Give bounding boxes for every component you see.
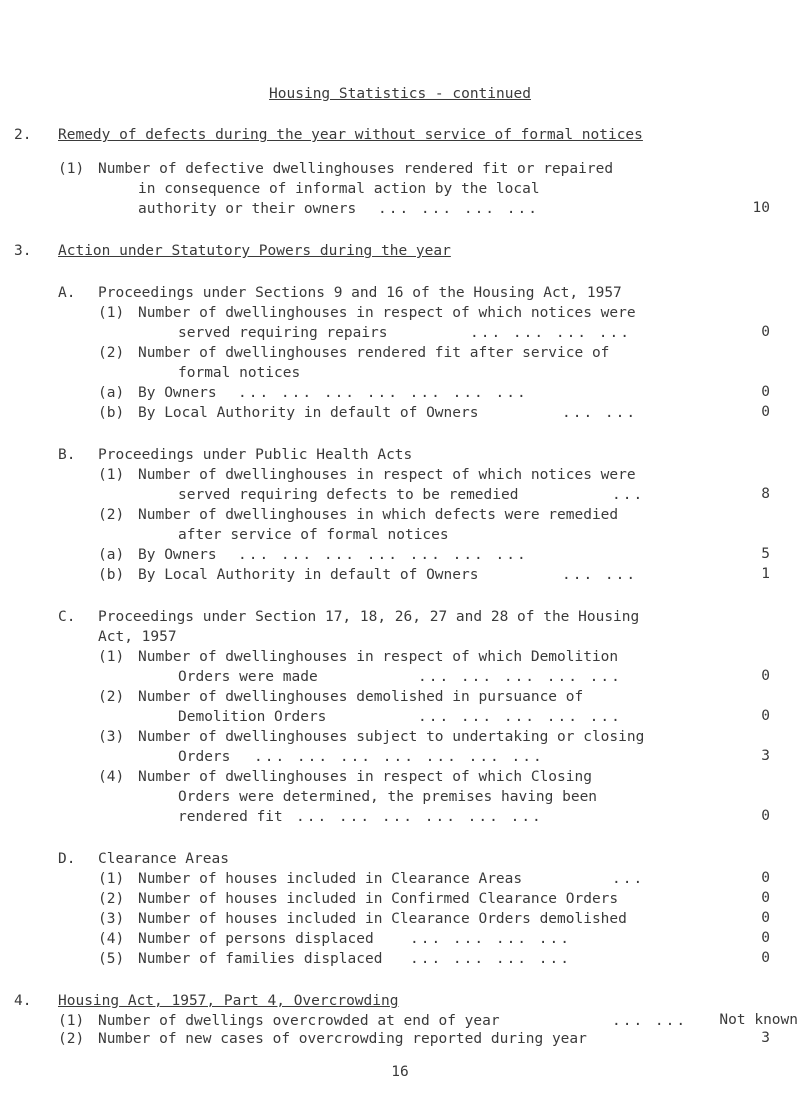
c-item1-value: 0	[761, 668, 770, 684]
a-sub-b-text: By Local Authority in default of Owners	[138, 405, 479, 421]
c-item3-label: (3)	[98, 729, 125, 745]
d-item2-value: 0	[761, 890, 770, 906]
c-item3-text: Number of dwellinghouses subject to undertaking or closing	[138, 729, 645, 745]
c-item2-value: 0	[761, 708, 770, 724]
leader-dots: ... ... ... ...	[410, 951, 571, 967]
b-sub-b-text: By Local Authority in default of Owners	[138, 567, 479, 583]
leader-dots: ...	[612, 487, 645, 503]
section-3-title: Action under Statutory Powers during the year	[58, 243, 451, 259]
d-item4-text: Number of persons displaced	[138, 931, 374, 947]
d-item1-value: 0	[761, 870, 770, 886]
subsection-c-heading: Proceedings under Section 17, 18, 26, 27 and 28 of the Housing	[98, 609, 640, 625]
a-sub-a-label: (a)	[98, 385, 125, 401]
leader-dots: ... ... ... ... ...	[418, 709, 622, 725]
a-item2-label: (2)	[98, 345, 125, 361]
b-sub-a-value: 5	[761, 546, 770, 562]
s4-item1-label: (1)	[58, 1013, 85, 1029]
a-item1-text: Number of dwellinghouses in respect of which notices were	[138, 305, 636, 321]
b-item1-label: (1)	[98, 467, 125, 483]
a-sub-b-label: (b)	[98, 405, 125, 421]
section-4-number: 4.	[14, 993, 32, 1009]
b-item2-label: (2)	[98, 507, 125, 523]
leader-dots: ... ... ... ... ... ... ...	[238, 385, 528, 401]
a-item1-label: (1)	[98, 305, 125, 321]
s2-item1-value: 10	[752, 200, 770, 216]
leader-dots: ... ... ... ...	[378, 201, 539, 217]
c-item4-value: 0	[761, 808, 770, 824]
s4-item2-label: (2)	[58, 1031, 85, 1047]
d-item2-label: (2)	[98, 891, 125, 907]
s2-item1-text: authority or their owners	[138, 201, 357, 217]
page-number: 16	[391, 1064, 409, 1080]
section-2-title: Remedy of defects during the year without service of formal notices	[58, 127, 643, 143]
c-item2-label: (2)	[98, 689, 125, 705]
d-item1-label: (1)	[98, 871, 125, 887]
a-item2-text: formal notices	[178, 365, 301, 381]
d-item3-value: 0	[761, 910, 770, 926]
a-item1-value: 0	[761, 324, 770, 340]
leader-dots: ... ...	[612, 1013, 688, 1029]
b-item1-value: 8	[761, 486, 770, 502]
leader-dots: ... ... ... ...	[470, 325, 631, 341]
a-item1-text: served requiring repairs	[178, 325, 388, 341]
s2-item1-text: Number of defective dwellinghouses rendered fit or repaired	[98, 161, 614, 177]
subsection-a-label: A.	[58, 285, 76, 301]
leader-dots: ... ...	[562, 567, 638, 583]
s4-item2-text: Number of new cases of overcrowding reported during year	[98, 1031, 587, 1047]
b-sub-a-text: By Owners	[138, 547, 217, 563]
b-item1-text: served requiring defects to be remedied	[178, 487, 519, 503]
b-item2-text: after service of formal notices	[178, 527, 449, 543]
d-item4-label: (4)	[98, 931, 125, 947]
section-3-number: 3.	[14, 243, 32, 259]
s4-item1-value: Not known	[719, 1012, 798, 1028]
leader-dots: ... ...	[562, 405, 638, 421]
leader-dots: ... ... ... ...	[410, 931, 571, 947]
d-item5-label: (5)	[98, 951, 125, 967]
c-item3-text: Orders	[178, 749, 231, 765]
c-item4-text: Number of dwellinghouses in respect of which Closing	[138, 769, 592, 785]
d-item5-text: Number of families displaced	[138, 951, 383, 967]
c-item4-text: rendered fit	[178, 809, 283, 825]
b-sub-b-label: (b)	[98, 567, 125, 583]
leader-dots: ... ... ... ... ... ... ...	[238, 547, 528, 563]
s4-item1-text: Number of dwellings overcrowded at end of year	[98, 1013, 500, 1029]
d-item3-label: (3)	[98, 911, 125, 927]
leader-dots: ... ... ... ... ...	[418, 669, 622, 685]
subsection-c-label: C.	[58, 609, 76, 625]
d-item2-text: Number of houses included in Confirmed Clearance Orders	[138, 891, 619, 907]
a-sub-a-text: By Owners	[138, 385, 217, 401]
subsection-b-label: B.	[58, 447, 76, 463]
subsection-b-heading: Proceedings under Public Health Acts	[98, 447, 413, 463]
a-sub-a-value: 0	[761, 384, 770, 400]
c-item2-text: Demolition Orders	[178, 709, 327, 725]
d-item1-text: Number of houses included in Clearance Areas	[138, 871, 523, 887]
b-item2-text: Number of dwellinghouses in which defects were remedied	[138, 507, 619, 523]
d-item3-text: Number of houses included in Clearance Orders demolished	[138, 911, 627, 927]
c-item1-text: Orders were made	[178, 669, 318, 685]
s4-item2-value: 3	[761, 1030, 770, 1046]
subsection-d-label: D.	[58, 851, 76, 867]
c-item3-value: 3	[761, 748, 770, 764]
b-sub-b-value: 1	[761, 566, 770, 582]
section-4-title: Housing Act, 1957, Part 4, Overcrowding	[58, 993, 399, 1009]
s2-item1-text: in consequence of informal action by the local	[138, 181, 540, 197]
subsection-c-heading: Act, 1957	[98, 629, 177, 645]
page-header: Housing Statistics - continued	[269, 86, 531, 102]
b-sub-a-label: (a)	[98, 547, 125, 563]
subsection-a-heading: Proceedings under Sections 9 and 16 of the Housing Act, 1957	[98, 285, 622, 301]
a-sub-b-value: 0	[761, 404, 770, 420]
leader-dots: ...	[612, 871, 645, 887]
c-item4-label: (4)	[98, 769, 125, 785]
subsection-d-heading: Clearance Areas	[98, 851, 229, 867]
d-item4-value: 0	[761, 930, 770, 946]
b-item1-text: Number of dwellinghouses in respect of which notices were	[138, 467, 636, 483]
c-item1-label: (1)	[98, 649, 125, 665]
s2-item1-label: (1)	[58, 161, 85, 177]
section-2-number: 2.	[14, 127, 32, 143]
c-item1-text: Number of dwellinghouses in respect of which Demolition	[138, 649, 619, 665]
leader-dots: ... ... ... ... ... ... ...	[254, 749, 544, 765]
a-item2-text: Number of dwellinghouses rendered fit after service of	[138, 345, 610, 361]
c-item2-text: Number of dwellinghouses demolished in pursuance of	[138, 689, 584, 705]
leader-dots: ... ... ... ... ... ...	[296, 809, 543, 825]
d-item5-value: 0	[761, 950, 770, 966]
c-item4-text: Orders were determined, the premises having been	[178, 789, 598, 805]
